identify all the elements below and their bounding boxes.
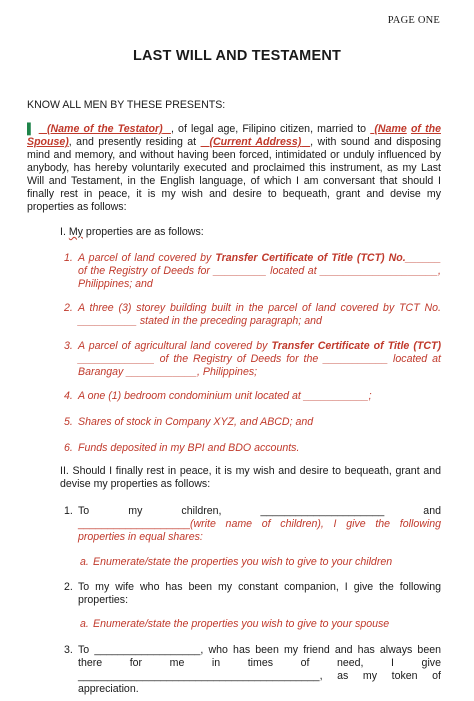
section1-heading: I. My properties are as follows: (60, 226, 204, 238)
spouse-placeholder-a[interactable]: (Name (374, 123, 407, 135)
property-item-2: 2. A three (3) storey building built in the parcel of land covered by TCT No. __________ stated in the preceding paragraph; and (64, 302, 441, 327)
property-item-6: 6. Funds deposited in my BPI and BDO accounts. (64, 442, 300, 454)
spouse-placeholder-b[interactable]: of the Spouse) (27, 123, 441, 148)
property-item-5: 5. Shares of stock in Company XYZ, and ABCD; and (64, 416, 314, 428)
bequest-children: 1. To my children, _____________________ and ___________________(write name of children), I give the following properties in equal shares: (64, 505, 441, 543)
know-all-heading: KNOW ALL MEN BY THESE PRESENTS: (27, 99, 226, 111)
spellcheck-mark: My (68, 226, 83, 238)
intro-text-body: , with sound and disposing mind and memory, and without having been forced, intimidated or unduly influenced by anybody, has hereby voluntarily executed and proclaimed this instrument, as my Last Will and Testament, in the English language, of which I am conversant that should I finally rest in peace, it is my wish and desire to bequeath, grant and devise my properties as follows: (27, 136, 442, 213)
bequest-wife: 2. To my wife who has been my constant companion, I give the following properties: (64, 581, 441, 606)
section2-intro: II. Should I finally rest in peace, it is my wish and desire to bequeath, grant and devise my properties as follows: (60, 465, 441, 490)
property-item-1: 1. A parcel of land covered by Transfer Certificate of Title (TCT) No.______ of the Registry of Deeds for _________ located at ____________________, Philippines; and (64, 252, 442, 290)
document-title: LAST WILL AND TESTAMENT (132, 48, 342, 64)
text-cursor-icon: ▌ (27, 123, 35, 135)
property-item-4: 4. A one (1) bedroom condominium unit located at ___________; (64, 390, 372, 402)
bequest-friend: 3. To __________________, who has been my friend and has always been there for me in times of need, I give _________________________________________, as my token of appreciation. (64, 644, 441, 695)
property-item-3: 3. A parcel of agricultural land covered by Transfer Certificate of Title (TCT) _____________ of the Registry of Deeds for the ___________ located at Barangay ____________, Philippines; (64, 340, 441, 378)
intro-text-age: , of legal age, Filipino citizen, married to (170, 123, 367, 135)
page-label: PAGE ONE (387, 15, 440, 26)
bequest-children-sub-a: a. Enumerate/state the properties you wish to give to your children (80, 556, 393, 568)
address-placeholder[interactable]: (Current Address) (209, 136, 302, 148)
testator-placeholder[interactable]: (Name of the Testator) (46, 123, 163, 135)
intro-paragraph (27, 123, 441, 214)
intro-text-residing: , and presently residing at (68, 136, 197, 148)
bequest-wife-sub-a: a. Enumerate/state the properties you wish to give to your spouse (80, 618, 390, 630)
